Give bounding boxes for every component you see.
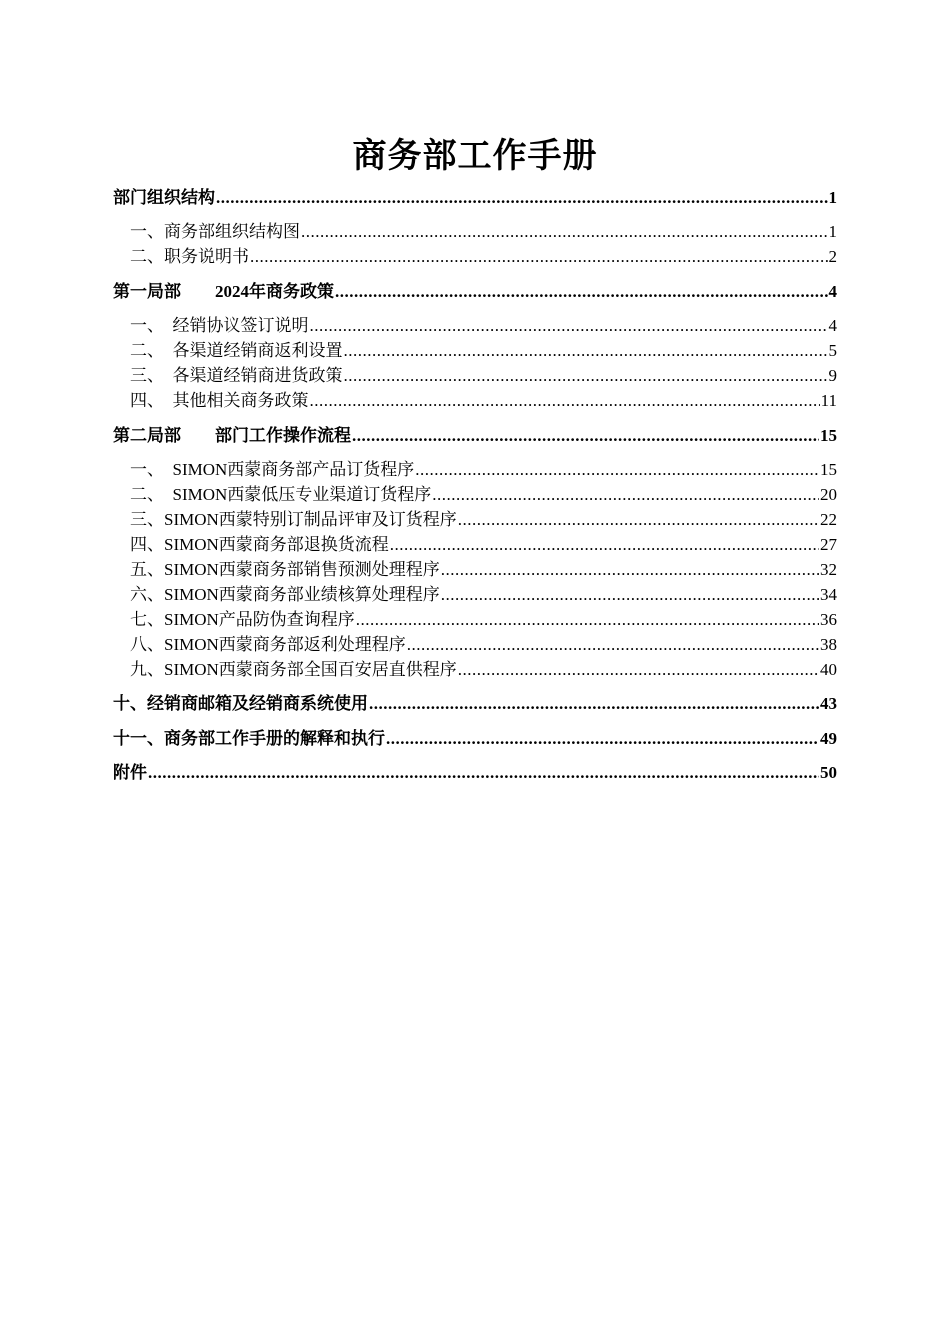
toc-entry-page: 15 — [820, 426, 837, 445]
toc-entry-label: 第一局部 2024年商务政策 — [113, 282, 334, 301]
toc-entry-label: 二、职务说明书 — [130, 247, 249, 266]
toc-entry-page: 4 — [828, 316, 837, 335]
toc-entry-page: 43 — [820, 694, 837, 713]
toc-entry[interactable] — [113, 185, 837, 209]
toc-leader — [216, 187, 828, 209]
document-title: 商务部工作手册 — [352, 138, 598, 175]
toc-leader — [432, 484, 819, 506]
toc-entry-label: 六、SIMON西蒙商务部业绩核算处理程序 — [130, 585, 440, 604]
toc-leader — [458, 509, 819, 531]
toc-entry-page: 50 — [820, 763, 837, 782]
toc-entry[interactable] — [130, 313, 837, 337]
toc-entry-label: 八、SIMON西蒙商务部返利处理程序 — [130, 635, 406, 654]
toc-entry[interactable] — [113, 726, 837, 750]
toc-leader — [390, 534, 819, 556]
toc-entry-page: 36 — [820, 610, 837, 629]
toc-entry-page: 1 — [828, 222, 837, 241]
toc-entry-page: 49 — [820, 729, 837, 748]
toc-entry-page: 4 — [828, 282, 837, 301]
toc-entry-label: 四、 其他相关商务政策 — [130, 391, 309, 410]
toc-entry-page: 9 — [828, 366, 837, 385]
toc-entry[interactable] — [130, 363, 837, 387]
toc-entry-page: 1 — [828, 188, 837, 207]
toc-entry-label: 三、 各渠道经销商进货政策 — [130, 366, 343, 385]
toc-entry-page: 38 — [820, 635, 837, 654]
toc-entry-page: 5 — [828, 341, 837, 360]
toc-entry-label: 四、SIMON西蒙商务部退换货流程 — [130, 535, 389, 554]
toc-leader — [352, 425, 819, 447]
toc-entry[interactable] — [130, 338, 837, 362]
toc-entry-label: 二、 SIMON西蒙低压专业渠道订货程序 — [130, 485, 432, 504]
toc-entry-page: 22 — [820, 510, 837, 529]
toc-entry[interactable] — [130, 532, 837, 556]
toc-entry[interactable] — [130, 457, 837, 481]
toc-leader — [344, 340, 828, 362]
toc-entry-page: 34 — [820, 585, 837, 604]
toc-leader — [310, 390, 820, 412]
toc-entry-page: 2 — [828, 247, 837, 266]
toc-leader — [148, 762, 819, 784]
toc-leader — [335, 281, 828, 303]
toc-entry[interactable] — [130, 244, 837, 268]
toc-entry-label: 部门组织结构 — [113, 188, 215, 207]
toc-entry[interactable] — [130, 582, 837, 606]
toc-leader — [458, 659, 819, 681]
toc-entry[interactable] — [130, 557, 837, 581]
toc-entry-label: 七、SIMON产品防伪查询程序 — [130, 610, 355, 629]
toc-leader — [441, 584, 819, 606]
toc-entry[interactable] — [130, 607, 837, 631]
toc-leader — [301, 221, 828, 243]
toc-entry[interactable] — [113, 279, 837, 303]
toc-leader — [386, 728, 819, 750]
toc-leader — [415, 459, 819, 481]
toc-entry-label: 三、SIMON西蒙特别订制品评审及订货程序 — [130, 510, 457, 529]
toc-entry[interactable] — [130, 219, 837, 243]
toc-leader — [344, 365, 828, 387]
toc-leader — [441, 559, 819, 581]
toc-entry-label: 一、 SIMON西蒙商务部产品订货程序 — [130, 460, 415, 479]
toc-entry[interactable] — [113, 423, 837, 447]
toc-entry-label: 一、 经销协议签订说明 — [130, 316, 309, 335]
toc-entry[interactable] — [113, 760, 837, 784]
toc-entry-label: 第二局部 部门工作操作流程 — [113, 426, 351, 445]
toc-entry-label: 二、 各渠道经销商返利设置 — [130, 341, 343, 360]
toc-leader — [369, 693, 819, 715]
toc-entry-label: 附件 — [113, 763, 147, 782]
toc-entry[interactable] — [130, 632, 837, 656]
toc-entry[interactable] — [130, 657, 837, 681]
toc-entry[interactable] — [113, 691, 837, 715]
toc-entry[interactable] — [130, 482, 837, 506]
toc-entry-label: 一、商务部组织结构图 — [130, 222, 300, 241]
toc-leader — [356, 609, 819, 631]
toc-entry-page: 20 — [820, 485, 837, 504]
toc-leader — [310, 315, 828, 337]
toc-entry-page: 11 — [820, 391, 837, 410]
toc-entry-label: 十、经销商邮箱及经销商系统使用 — [113, 694, 368, 713]
toc-entry-page: 27 — [820, 535, 837, 554]
toc-entry-page: 40 — [820, 660, 837, 679]
toc-entry-label: 五、SIMON西蒙商务部销售预测处理程序 — [130, 560, 440, 579]
toc-leader — [250, 246, 828, 268]
toc-entry[interactable] — [130, 507, 837, 531]
toc-entry-label: 九、SIMON西蒙商务部全国百安居直供程序 — [130, 660, 457, 679]
toc-entry-label: 十一、商务部工作手册的解释和执行 — [113, 729, 385, 748]
toc-entry-page: 32 — [820, 560, 837, 579]
toc-leader — [407, 634, 819, 656]
toc-entry-page: 15 — [820, 460, 837, 479]
toc-entry[interactable] — [130, 388, 837, 412]
